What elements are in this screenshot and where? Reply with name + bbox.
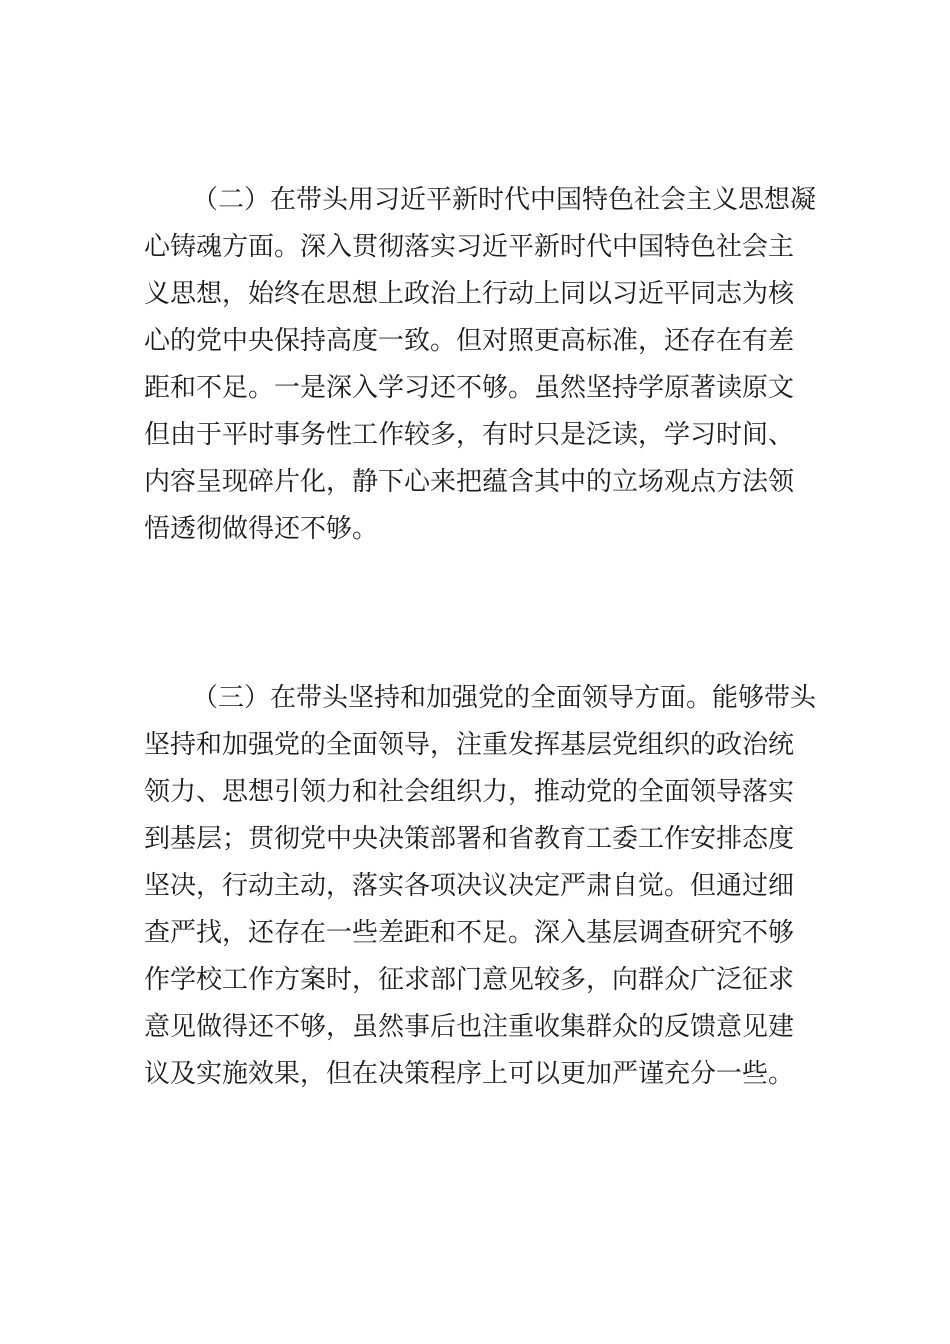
paragraph-line: 议及实施效果，但在决策程序上可以更加严谨充分一些。 <box>144 1059 795 1089</box>
paragraph-line: （三）在带头坚持和加强党的全面领导方面。能够带头 <box>192 683 817 713</box>
paragraph-line: 领力、思想引领力和社会组织力，推动党的全面领导落实 <box>144 777 795 807</box>
paragraph-line: 心铸魂方面。深入贯彻落实习近平新时代中国特色社会主 <box>144 232 795 262</box>
paragraph-line: 坚决，行动主动，落实各项决议决定严肃自觉。但通过细 <box>144 871 795 901</box>
paragraph-line: 作学校工作方案时，征求部门意见较多，向群众广泛征求 <box>144 965 795 995</box>
paragraph-line: 内容呈现碎片化，静下心来把蕴含其中的立场观点方法领 <box>144 467 795 497</box>
paragraph-line: 坚持和加强党的全面领导，注重发挥基层党组织的政治统 <box>144 730 795 760</box>
section-three-paragraph <box>144 675 824 1098</box>
paragraph-line: 悟透彻做得还不够。 <box>144 514 379 544</box>
paragraph-line: 到基层；贯彻党中央决策部署和省教育工委工作安排态度 <box>144 824 795 854</box>
paragraph-line: 心的党中央保持高度一致。但对照更高标准，还存在有差 <box>144 326 795 356</box>
paragraph-line: （二）在带头用习近平新时代中国特色社会主义思想凝 <box>192 185 817 215</box>
paragraph-line: 查严找，还存在一些差距和不足。深入基层调查研究不够 <box>144 918 795 948</box>
paragraph-line: 距和不足。一是深入学习还不够。虽然坚持学原著读原文 <box>144 373 795 403</box>
section-two-paragraph <box>144 177 824 553</box>
paragraph-line: 义思想，始终在思想上政治上行动上同以习近平同志为核 <box>144 279 795 309</box>
paragraph-line: 但由于平时事务性工作较多，有时只是泛读，学习时间、 <box>144 420 795 450</box>
paragraph-line: 意见做得还不够，虽然事后也注重收集群众的反馈意见建 <box>144 1012 795 1042</box>
